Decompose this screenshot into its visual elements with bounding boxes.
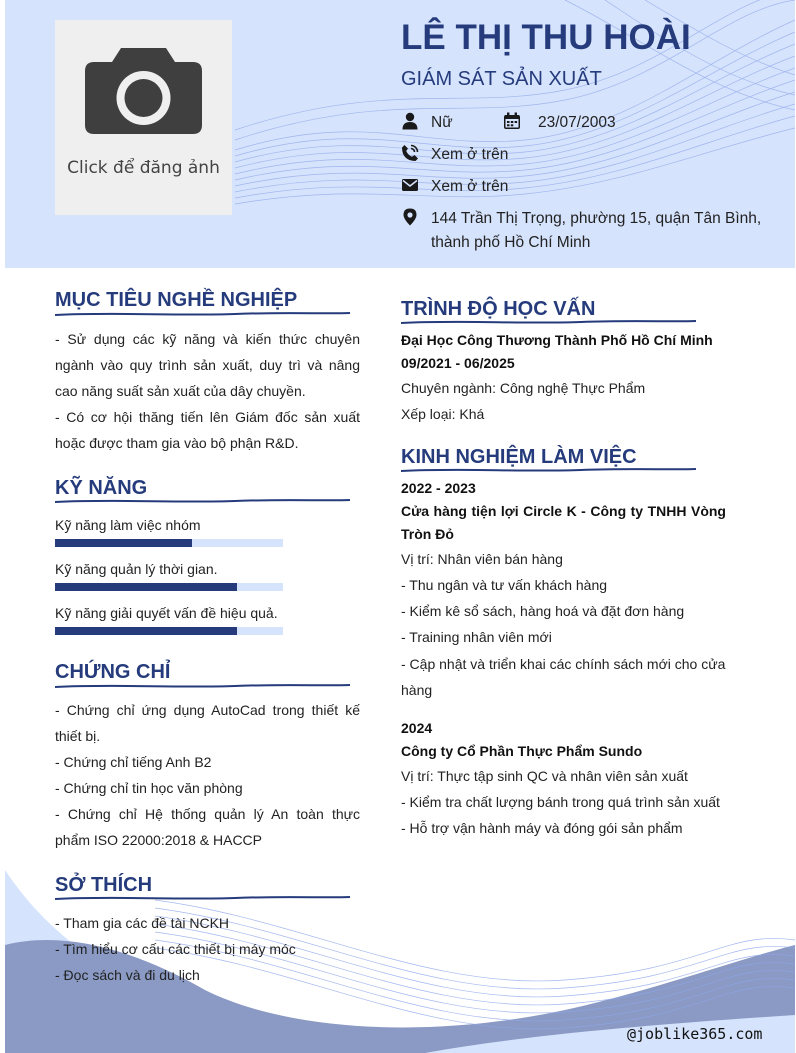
education-school: Đại Học Công Thương Thành Phố Hồ Chí Minh	[401, 332, 713, 348]
objective-title: MỤC TIÊU NGHỀ NGHIỆP	[55, 289, 298, 311]
job-task: - Thu ngân và tư vấn khách hàng	[401, 577, 608, 593]
hobbies-text	[55, 910, 360, 988]
address-value: 144 Trần Thị Trọng, phường 15, quận Tân Bình, thành phố Hồ Chí Minh	[431, 210, 762, 251]
experience-underline	[401, 466, 696, 474]
job-task: - Kiểm kê sổ sách, hàng hoá và đặt đơn hàng	[401, 603, 685, 619]
education-major: Chuyên ngành: Công nghệ Thực Phẩm	[401, 380, 646, 396]
profile-photo-placeholder[interactable]	[55, 20, 232, 215]
calendar-icon	[503, 112, 521, 130]
skills-title: KỸ NĂNG	[55, 477, 148, 499]
job-company: Cửa hàng tiện lợi Circle K - Công ty TNHH Vòng Tròn Đỏ	[401, 503, 726, 542]
phone-value: Xem ở trên	[431, 146, 509, 163]
candidate-name: LÊ THỊ THU HOÀI	[401, 18, 691, 57]
job-task: - Cập nhật và triển khai các chính sách mới cho cửa hàng	[401, 656, 726, 698]
user-icon	[401, 112, 419, 130]
birthday-value: 23/07/2003	[538, 114, 616, 131]
hobbies-underline	[55, 894, 350, 902]
skill-label: Kỹ năng làm việc nhóm	[55, 517, 201, 533]
skill-bar-fill	[55, 539, 192, 547]
cv-sheet	[5, 0, 795, 1053]
education-underline	[401, 318, 696, 326]
map-pin-icon	[401, 208, 419, 226]
watermark: @joblike365.com	[627, 1025, 763, 1043]
job-task: - Training nhân viên mới	[401, 629, 552, 645]
skills-underline	[55, 497, 350, 505]
job-position: Vị trí: Nhân viên bán hàng	[401, 551, 563, 567]
certificates-text	[55, 697, 360, 853]
job-task: - Kiểm tra chất lượng bánh trong quá trình sản xuất	[401, 794, 720, 810]
certificates-underline	[55, 682, 350, 690]
job-company: Công ty Cổ Phần Thực Phẩm Sundo	[401, 743, 643, 759]
gender-value: Nữ	[431, 114, 453, 131]
objective-underline	[55, 310, 350, 318]
certificate-item: - Chứng chỉ ứng dụng AutoCad trong thiết kế thiết bị.	[55, 702, 360, 744]
email-value: Xem ở trên	[431, 178, 509, 195]
hobby-item: - Tìm hiểu cơ cấu các thiết bị máy móc	[55, 941, 296, 957]
job-task: - Hỗ trợ vận hành máy và đóng gói sản phẩm	[401, 820, 683, 836]
certificates-title: CHỨNG CHỈ	[55, 661, 171, 683]
skill-bar-fill	[55, 627, 237, 635]
certificate-item: - Chứng chỉ tiếng Anh B2	[55, 754, 212, 770]
photo-upload-label: Click để đăng ảnh	[67, 158, 220, 178]
job-position: Vị trí: Thực tập sinh QC và nhân viên sản xuất	[401, 768, 688, 784]
hobby-item: - Đọc sách và đi du lịch	[55, 967, 200, 983]
education-title: TRÌNH ĐỘ HỌC VẤN	[401, 298, 596, 320]
job-period: 2024	[401, 720, 433, 736]
skill-label: Kỹ năng quản lý thời gian.	[55, 561, 218, 577]
camera-icon	[85, 48, 202, 134]
objective-line: - Sử dụng các kỹ năng và kiến thức chuyên ngành vào quy trình sản xuất, duy trì và nâng cao năng suất sản xuất của dây chuyền.	[55, 331, 360, 399]
phone-icon	[401, 144, 419, 162]
skill-bar	[55, 539, 283, 547]
education-grade: Xếp loại: Khá	[401, 406, 485, 422]
experience-title: KINH NGHIỆM LÀM VIỆC	[401, 446, 637, 468]
envelope-icon	[401, 176, 419, 194]
job-title: GIÁM SÁT SẢN XUẤT	[401, 68, 602, 90]
skill-bar	[55, 627, 283, 635]
objective-line: - Có cơ hội thăng tiến lên Giám đốc sản xuất hoặc được tham gia vào bộ phận R&D.	[55, 409, 360, 451]
certificate-item: - Chứng chỉ tin học văn phòng	[55, 780, 243, 796]
education-period: 09/2021 - 06/2025	[401, 355, 515, 371]
hobby-item: - Tham gia các đề tài NCKH	[55, 915, 230, 931]
certificate-item: - Chứng chỉ Hệ thống quản lý An toàn thực phẩm ISO 22000:2018 & HACCP	[55, 806, 360, 848]
skill-bar	[55, 583, 283, 591]
hobbies-title: SỞ THÍCH	[55, 874, 153, 896]
skill-label: Kỹ năng giải quyết vấn đề hiệu quả.	[55, 605, 278, 621]
skill-bar-fill	[55, 583, 237, 591]
job-period: 2022 - 2023	[401, 480, 476, 496]
objective-text	[55, 326, 360, 456]
